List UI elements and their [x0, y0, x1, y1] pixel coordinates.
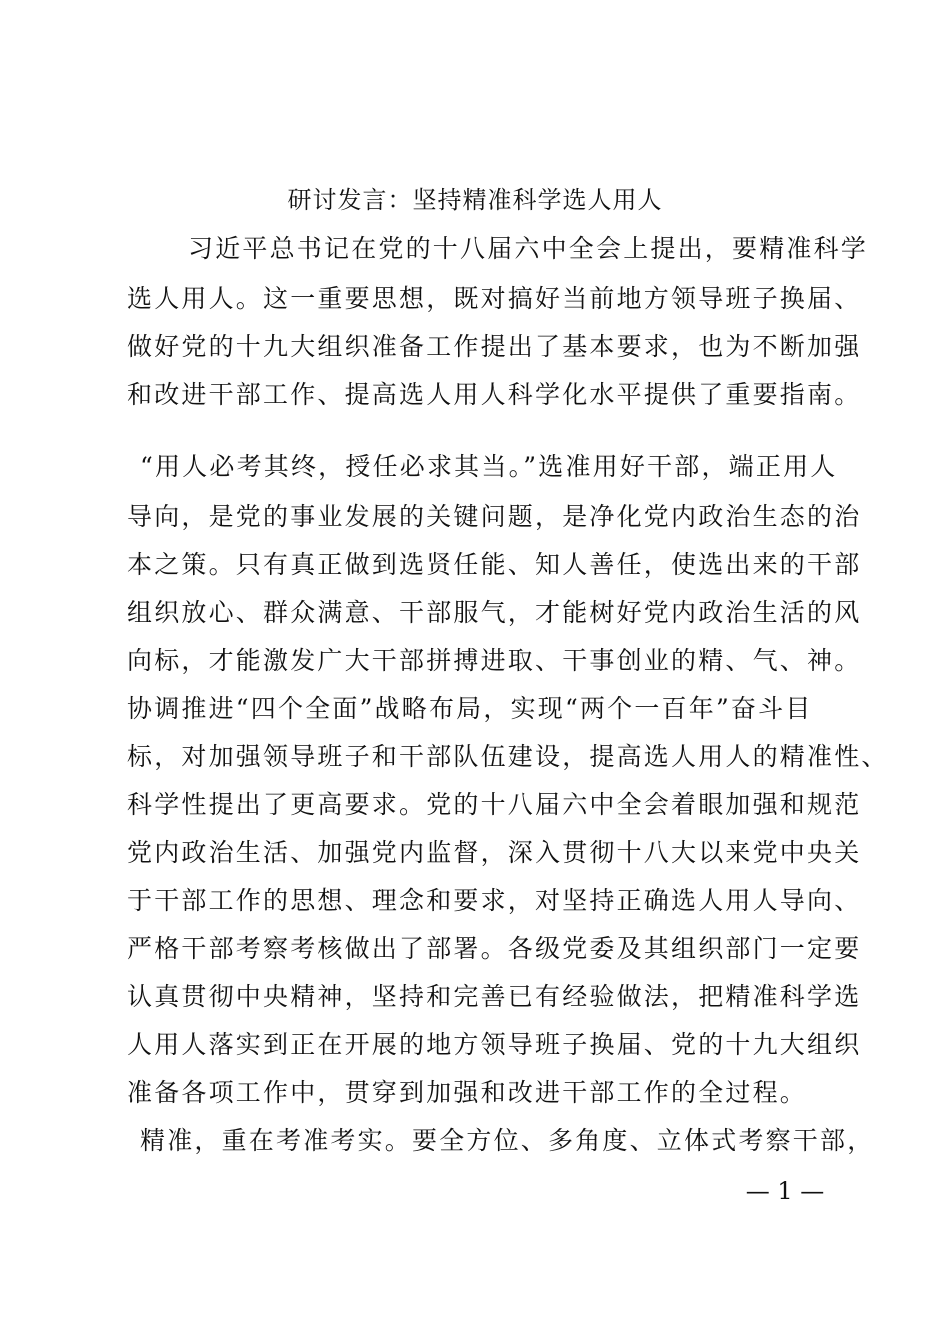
- paragraph-3-line-1: 精准，重在考准考实。要全方位、多角度、立体式考察干部，: [140, 1126, 875, 1155]
- paragraph-1-line-4: 和改进干部工作、提高选人用人科学化水平提供了重要指南。: [127, 380, 862, 409]
- paragraph-2-line-5: 向标，才能激发广大干部拼搏进取、干事创业的精、气、神。: [127, 646, 862, 675]
- paragraph-2-line-6: 协调推进“四个全面”战略布局，实现“两个一百年”奋斗目: [127, 694, 813, 723]
- paragraph-2-line-12: 认真贯彻中央精神，坚持和完善已有经验做法，把精准科学选: [127, 982, 862, 1011]
- document-title: 研讨发言：坚持精准科学选人用人: [287, 186, 663, 214]
- paragraph-2-line-13: 人用人落实到正在开展的地方领导班子换届、党的十九大组织: [127, 1030, 862, 1059]
- paragraph-2-line-8: 科学性提出了更高要求。党的十八届六中全会着眼加强和规范: [127, 790, 862, 819]
- paragraph-1-line-3: 做好党的十九大组织准备工作提出了基本要求，也为不断加强: [127, 332, 862, 361]
- paragraph-1-line-2: 选人用人。这一重要思想，既对搞好当前地方领导班子换届、: [127, 284, 862, 313]
- paragraph-2-line-10: 于干部工作的思想、理念和要求，对坚持正确选人用人导向、: [127, 886, 862, 915]
- paragraph-2-line-3: 本之策。只有真正做到选贤任能、知人善任，使选出来的干部: [127, 550, 862, 579]
- paragraph-2-line-11: 严格干部考察考核做出了部署。各级党委及其组织部门一定要: [127, 934, 862, 963]
- paragraph-2-line-9: 党内政治生活、加强党内监督，深入贯彻十八大以来党中央关: [127, 838, 862, 867]
- paragraph-2-line-1: “用人必考其终，授任必求其当。”选准用好干部，端正用人: [140, 452, 838, 481]
- paragraph-2-line-4: 组织放心、群众满意、干部服气，才能树好党内政治生活的风: [127, 598, 862, 627]
- paragraph-1-line-1: 习近平总书记在党的十八届六中全会上提出，要精准科学: [188, 234, 869, 263]
- page-number: — 1 —: [745, 1177, 825, 1205]
- paragraph-2-line-2: 导向，是党的事业发展的关键问题，是净化党内政治生态的治: [127, 502, 862, 531]
- paragraph-2-line-14: 准备各项工作中，贯穿到加强和改进干部工作的全过程。: [127, 1078, 808, 1107]
- paragraph-2-line-7: 标，对加强领导班子和干部队伍建设，提高选人用人的精准性、: [127, 742, 889, 771]
